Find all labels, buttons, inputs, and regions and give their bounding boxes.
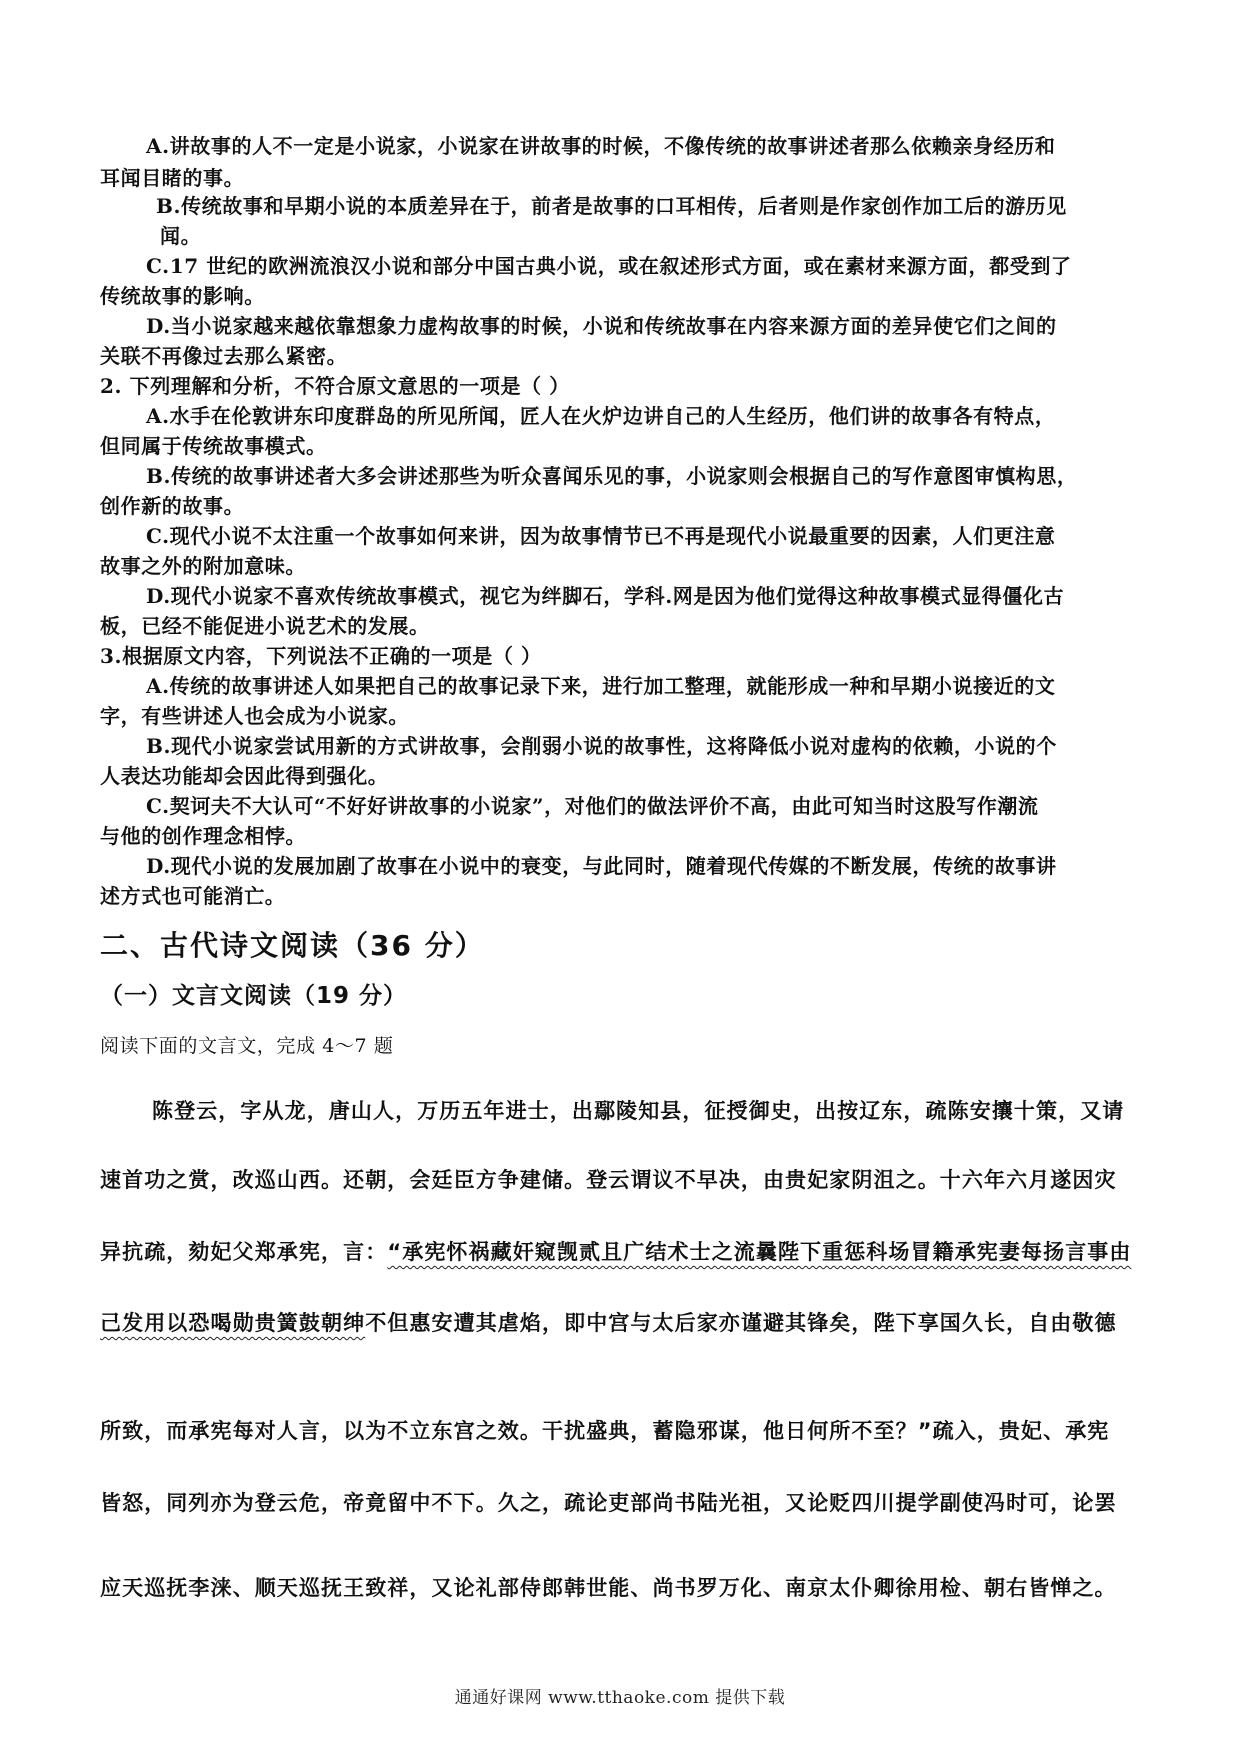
passage-line-4	[100, 1313, 1117, 1334]
q3-option-b-line1: B.现代小说家尝试用新的方式讲故事，会削弱小说的故事性，这将降低小说对虚构的依赖，小说的个	[146, 734, 1057, 758]
q1-option-b-line2: 闻。	[160, 224, 202, 248]
wavy-underlined-text-part1: “承宪怀祸藏奸窥觊贰且广结术士之流曩陛下重惩科场冒籍承宪妻每扬言事由	[387, 1240, 1132, 1264]
passage-line-5: 所致，而承宪每对人言，以为不立东宫之效。干扰盛典，蓄隐邪谋，他日何所不至？”疏入，贵妃、承宪	[100, 1419, 1110, 1443]
passage-line-1: 陈登云，字从龙，唐山人，万历五年进士，出鄢陵知县，征授御史，出按辽东，疏陈安攘十策，又请	[152, 1099, 1125, 1123]
passage-line-3	[100, 1242, 1132, 1263]
q2-option-b-line1: B.传统的故事讲述者大多会讲述那些为听众喜闻乐见的事，小说家则会根据自己的写作意图审慎构思，	[146, 464, 1078, 488]
passage-line-4-rest: 不但惠安遭其虐焰，即中宫与太后家亦谨避其锋矣，陛下享国久长，自由敬德	[365, 1311, 1117, 1335]
q3-option-a-line2: 字，有些讲述人也会成为小说家。	[100, 704, 409, 728]
q3-option-a-line1: A.传统的故事讲述人如果把自己的故事记录下来，进行加工整理，就能形成一种和早期小说接近的文	[146, 674, 1056, 698]
q2-option-a-line2: 但同属于传统故事模式。	[100, 434, 327, 458]
q2-option-d-line1: D.现代小说家不喜欢传统故事模式，视它为绊脚石，学科.网是因为他们觉得这种故事模式显得僵化古	[146, 584, 1065, 608]
q2-option-c-line1: C.现代小说不太注重一个故事如何来讲，因为故事情节已不再是现代小说最重要的因素，人们更注意	[146, 524, 1056, 548]
q1-option-c-line2: 传统故事的影响。	[100, 284, 265, 308]
q2-option-a-line1: A.水手在伦敦讲东印度群岛的所见所闻，匠人在火炉边讲自己的人生经历，他们讲的故事各有特点，	[146, 404, 1056, 428]
q2-option-d-line2: 板，已经不能促进小说艺术的发展。	[100, 614, 430, 638]
q2-option-b-line2: 创作新的故事。	[100, 494, 245, 518]
q2-option-c-line2: 故事之外的附加意味。	[100, 554, 306, 578]
q3-option-c-line2: 与他的创作理念相悖。	[100, 824, 306, 848]
q3-option-d-line2: 述方式也可能消亡。	[100, 884, 286, 908]
passage-line-3-lead: 异抗疏，劾妃父郑承宪，言：	[100, 1240, 388, 1264]
q1-option-a-line1: A.讲故事的人不一定是小说家，小说家在讲故事的时候，不像传统的故事讲述者那么依赖亲身经历和	[146, 134, 1056, 158]
page-footer: 通通好课网 www.tthaoke.com 提供下载	[454, 1688, 786, 1708]
q3-option-d-line1: D.现代小说的发展加剧了故事在小说中的衰变，与此同时，随着现代传媒的不断发展，传统的故事讲	[146, 854, 1057, 878]
passage-line-2: 速首功之赏，改巡山西。还朝，会廷臣方争建储。登云谓议不早决，由贵妃家阴沮之。十六年六月遂因灾	[100, 1168, 1117, 1192]
passage-line-6: 皆怒，同列亦为登云危，帝竟留中不下。久之，疏论吏部尚书陆光祖，又论贬四川提学副使冯时可，论罢	[100, 1491, 1117, 1515]
q1-option-b-line1: B.传统故事和早期小说的本质差异在于，前者是故事的口耳相传，后者则是作家创作加工后的游历见	[156, 194, 1067, 218]
passage-line-7: 应天巡抚李涞、顺天巡抚王致祥，又论礼部侍郎韩世能、尚书罗万化、南京太仆卿徐用检、朝右皆惮之。	[100, 1576, 1117, 1600]
q2-stem: 2. 下列理解和分析，不符合原文意思的一项是（ ）	[100, 374, 570, 398]
q1-option-a-line2: 耳闻目睹的事。	[100, 166, 245, 190]
section-title: 二、古代诗文阅读（36 分）	[100, 929, 485, 962]
q1-option-c-line1: C.17 世纪的欧洲流浪汉小说和部分中国古典小说，或在叙述形式方面，或在素材来源方面，都受到了	[146, 254, 1072, 278]
q1-option-d-line1: D.当小说家越来越依靠想象力虚构故事的时候，小说和传统故事在内容来源方面的差异使它们之间的	[146, 314, 1057, 338]
q3-option-c-line1: C.契诃夫不大认可“不好好讲故事的小说家”，对他们的做法评价不高，由此可知当时这股写作潮流	[146, 794, 1039, 818]
q1-option-d-line2: 关联不再像过去那么紧密。	[100, 344, 348, 368]
q3-stem: 3.根据原文内容，下列说法不正确的一项是（ ）	[100, 644, 542, 668]
wavy-underlined-text-part2: 己发用以恐喝勋贵簧鼓朝绅	[100, 1311, 366, 1335]
reading-instruction: 阅读下面的文言文，完成 4～7 题	[100, 1035, 394, 1057]
subsection-title: （一）文言文阅读（19 分）	[100, 983, 408, 1009]
q3-option-b-line2: 人表达功能却会因此得到强化。	[100, 764, 389, 788]
